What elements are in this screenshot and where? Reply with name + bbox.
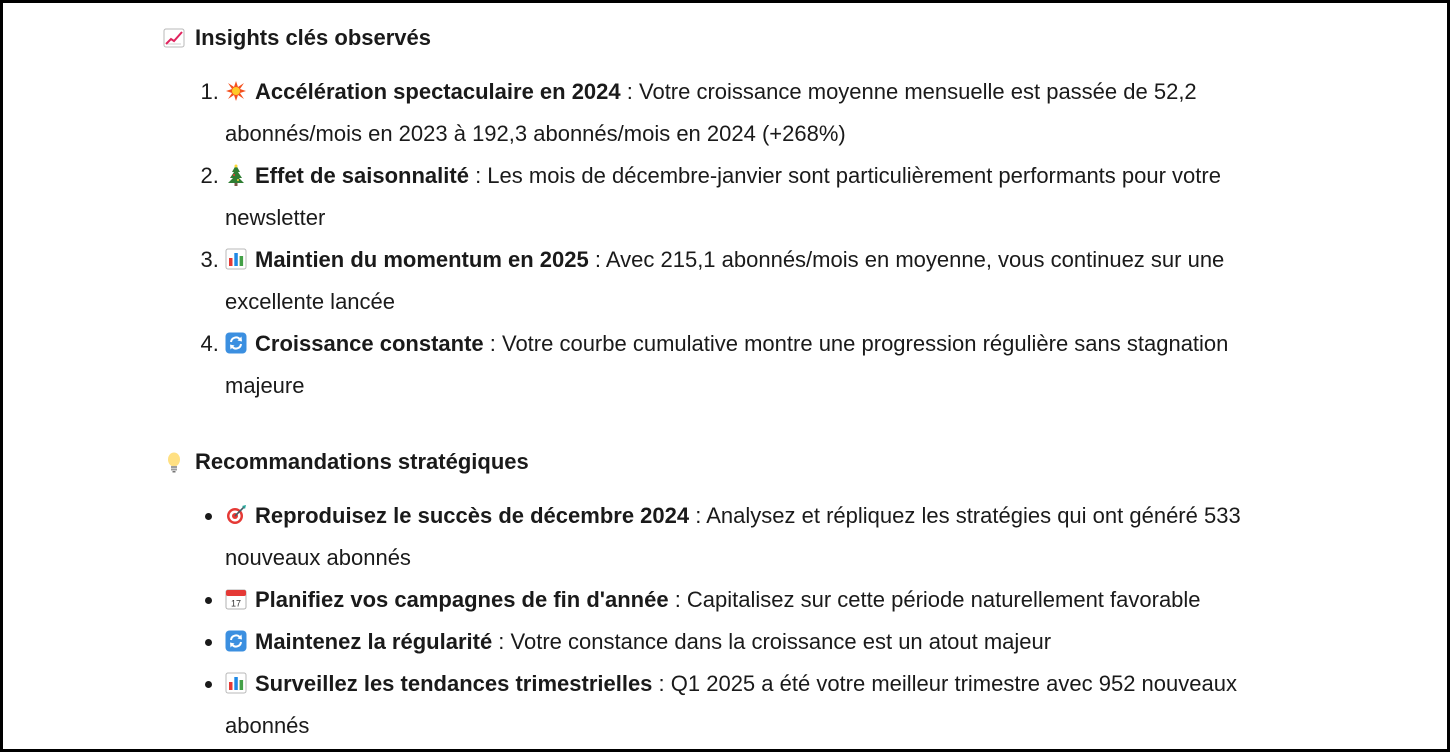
recommendations-list [163,495,1303,747]
bar-chart-icon [225,248,247,270]
light-bulb-icon [163,451,185,473]
insight-title: Maintien du momentum en 2025 [255,247,589,272]
recommendation-title: Reproduisez le succès de décembre 2024 [255,503,690,528]
direct-hit-icon [225,504,247,526]
insight-text: : Votre courbe cumulative montre une progression régulière sans stagnation majeure [225,331,1229,398]
calendar-icon [225,588,247,610]
list-item [225,239,1303,323]
recommendation-text: : Capitalisez sur cette période naturellement favorable [668,587,1201,612]
document-content [163,19,1303,747]
section-spacer [163,407,1303,443]
insights-heading-text: Insights clés observés [195,25,431,50]
list-item [225,495,1303,579]
recommendation-title: Surveillez les tendances trimestrielles [255,671,653,696]
svg-text:17: • 17 [230,598,242,609]
insights-list [163,71,1303,407]
chart-increasing-icon [163,27,185,49]
insight-title: Accélération spectaculaire en 2024 [255,79,621,104]
recommendation-text: : Analysez et répliquez les stratégies qui ont généré 533 nouveaux abonnés [225,503,1241,570]
recommendations-heading [163,443,1303,481]
christmas-tree-icon [225,164,247,186]
collision-icon [225,80,247,102]
repeat-arrows-icon [225,332,247,354]
list-item [225,323,1303,407]
insights-heading [163,19,1303,57]
insight-text: : Votre croissance moyenne mensuelle est passée de 52,2 abonnés/mois en 2023 à 192,3 abonnés/mois en 2024 (+268%) [225,79,1197,146]
recommendation-title: Maintenez la régularité [255,629,493,654]
list-item [225,621,1303,663]
list-item [225,663,1303,747]
list-item [225,155,1303,239]
recommendation-text: : Votre constance dans la croissance est un atout majeur [492,629,1052,654]
insight-text: : Les mois de décembre-janvier sont particulièrement performants pour votre newsletter [225,163,1221,230]
insight-title: Croissance constante [255,331,484,356]
recommendation-text: : Q1 2025 a été votre meilleur trimestre avec 952 nouveaux abonnés [225,671,1237,738]
bar-chart-icon [225,672,247,694]
list-item [225,579,1303,621]
recommendation-title: Planifiez vos campagnes de fin d'année [255,587,669,612]
repeat-arrows-icon [225,630,247,652]
insight-title: Effet de saisonnalité [255,163,469,188]
insight-text: : Avec 215,1 abonnés/mois en moyenne, vous continuez sur une excellente lancée [225,247,1225,314]
recommendations-heading-text: Recommandations stratégiques [195,449,529,474]
list-item [225,71,1303,155]
